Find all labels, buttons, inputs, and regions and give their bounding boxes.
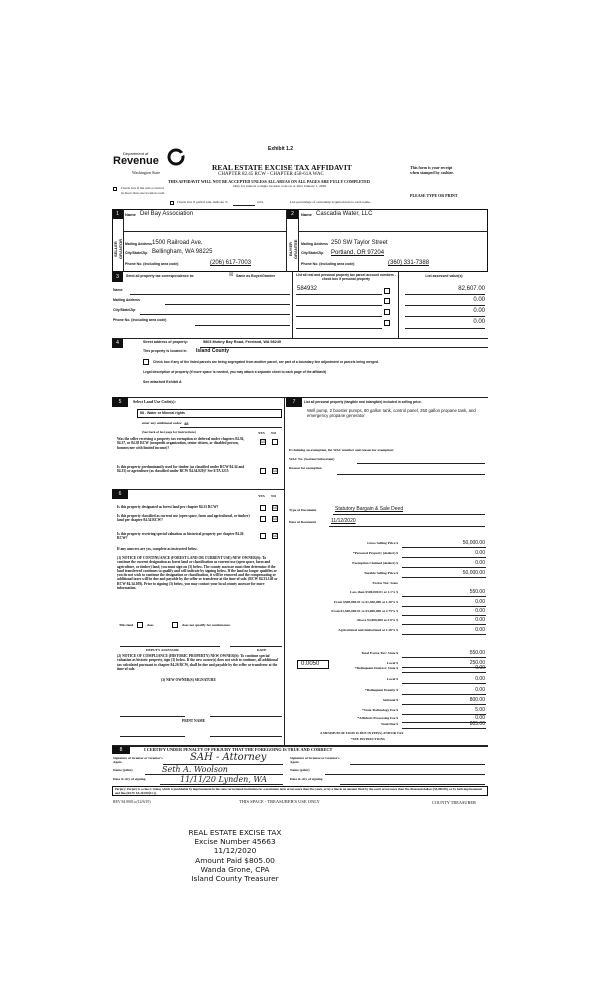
assessor-date-line[interactable] — [230, 646, 282, 647]
tax-row-value[interactable]: 0.00 — [475, 687, 485, 693]
segregated-label: Check box if any of the listed parcels are being segregated from another parcel, are part of a boundary line adjustment or parcels being merged. — [153, 360, 379, 364]
historic-no-checkbox[interactable]: ☑ — [273, 534, 278, 539]
additional-codes-label: enter any additional codes: — [142, 421, 183, 425]
mail-phone-field[interactable] — [195, 325, 290, 326]
affidavit-warning: THIS AFFIDAVIT WILL NOT BE ACCEPTED UNLESS ALL AREAS ON ALL PAGES ARE FULLY COMPLETED — [168, 179, 370, 184]
grantee-date-label: Date & city of signing — [290, 777, 323, 781]
exemption-yes-checkbox[interactable]: ☑ — [261, 440, 266, 445]
form-title: REAL ESTATE EXCISE TAX AFFIDAVIT — [212, 163, 352, 172]
current-use-question: Is this property classified as current use (open space, farm and agricultural, or timber) land per chapter 84.34 RCW? — [117, 514, 250, 523]
seller-phone-label: Phone No. (including area code) — [125, 262, 179, 266]
seller-address-label: Mailing Address — [125, 242, 152, 246]
tax-row-value[interactable]: 250.00 — [469, 660, 485, 666]
grantor-signature-label: Signature of Grantor or Grantor's Agent — [113, 756, 163, 764]
tax-row-value[interactable]: 0.00 — [475, 627, 485, 633]
divider — [405, 294, 485, 295]
stamp-treasurer-title: Island County Treasurer — [191, 874, 279, 884]
doc-date-field[interactable]: 11/12/2020 — [331, 518, 356, 524]
divider — [112, 489, 284, 490]
exemption-question: Was the seller receiving a property tax exemption or deferral under chapters 84.36, 84.37, or 84.38 RCW (nonprofit organization, senior citizen, or disabled person, homeowner with limited income)? — [117, 437, 245, 450]
divider — [402, 557, 486, 558]
multi-location-checkbox[interactable] — [113, 187, 117, 191]
receipt-note-2: when stamped by cashier. — [410, 170, 454, 175]
form-revision: REV 84 0001a (12/6/19) — [113, 800, 151, 804]
print-name-label: PRINT NAME — [182, 719, 205, 723]
assessed-value[interactable]: 0.00 — [473, 297, 485, 303]
land-use-code: 88 - Water or Mineral rights — [140, 411, 185, 415]
tax-row-label: *Affidavit Processing Fee $ — [357, 716, 398, 720]
mail-city-label: City/State/Zip — [113, 308, 136, 312]
section-7-number: 7 — [286, 397, 302, 407]
stamp-treasurer-name: Wanda Grone, CPA — [200, 864, 270, 874]
tax-row-label: Taxable Selling Price $ — [364, 571, 398, 575]
multi-location-label-2: in more than one location code — [121, 191, 165, 195]
section-4-number: 4 — [112, 339, 123, 348]
divider — [402, 683, 486, 684]
perjury-note: Perjury: Perjury is a class C felony which is punishable by imprisonment in the state correctional institution for a maximum term of not more than five years, or by a fine in an amount fixed by the court of not more than five thousand dollars ($5,000.00), or by both imprisonment and fine (RCW 9A.20.020(1C)). — [115, 787, 483, 795]
tax-row-label: *Personal Property (deduct) $ — [353, 551, 398, 555]
divider — [402, 672, 486, 673]
divider — [298, 231, 488, 232]
if-any-note: If any answers are yes, complete as instructed below. — [117, 547, 198, 551]
partial-pct-field[interactable] — [233, 205, 255, 206]
divider — [402, 567, 486, 568]
divider — [180, 427, 282, 428]
assessed-value[interactable]: 0.00 — [473, 319, 485, 325]
exemption-claim-label: If claiming an exemption, list WAC number and reason for exemption: — [289, 448, 395, 452]
tax-row-label: From $1,500,000.01 to $3,000,000 at 2.75% $ — [331, 609, 398, 613]
yes-header: YES — [258, 494, 265, 498]
mail-name-field[interactable] — [130, 294, 290, 295]
personal-property-checkbox[interactable] — [384, 298, 390, 304]
divider — [402, 694, 486, 695]
does-label: does — [147, 623, 154, 627]
deputy-assessor-label: DEPUTY ASSESSOR — [146, 648, 179, 652]
same-as-buyer-checkbox[interactable]: ☒ — [229, 273, 234, 278]
tax-row-label: Agricultural and timberland at 1.28% $ — [338, 628, 398, 632]
seller-phone-field[interactable]: (206) 617-7003 — [210, 260, 252, 266]
divider — [405, 328, 485, 329]
divider — [402, 728, 486, 729]
divider — [402, 577, 486, 578]
current-use-yes-checkbox[interactable] — [260, 516, 266, 522]
logo-state: Washington State — [132, 170, 161, 175]
see-instructions: *SEE INSTRUCTIONS — [351, 737, 385, 741]
segregated-checkbox[interactable] — [143, 359, 149, 365]
doc-type-label: Type of Document — [289, 508, 317, 512]
tax-row-label: Total Excise Tax: State $ — [361, 651, 398, 655]
tax-row-label: Exemption Claimed (deduct) $ — [352, 561, 398, 565]
no-header: NO — [271, 431, 277, 435]
timber-no-checkbox[interactable]: ☑ — [273, 469, 278, 474]
divider — [123, 231, 286, 232]
tax-row-value[interactable]: 550.00 — [469, 650, 485, 656]
tax-row-value[interactable]: 0.00 — [475, 665, 485, 671]
divider — [329, 526, 485, 527]
see-back-note: (See back of last page for instructions) — [142, 430, 196, 434]
county-field[interactable]: Island County — [196, 348, 230, 354]
doc-type-field[interactable]: Statutory Bargain & Sale Deed — [335, 506, 404, 512]
grantor-signature[interactable]: SAH - Attorney — [190, 752, 267, 763]
tax-row-value[interactable]: 0.00 — [475, 715, 485, 721]
located-in-label: This property is located in — [143, 349, 187, 353]
forest-land-question: Is this property designated as forest land per chapter 84.33 RCW? — [117, 505, 219, 509]
divider — [296, 294, 382, 295]
buyer-side-label: BUYER GRANTEE — [288, 239, 298, 259]
tax-row-value[interactable]: 50,000.00 — [462, 540, 485, 546]
logo-dept: Department of — [123, 151, 149, 156]
grantor-name-label: Name (print) — [113, 768, 133, 772]
section-5-number: 5 — [112, 397, 128, 407]
partial-sale-checkbox[interactable] — [170, 201, 174, 205]
send-correspondence-label: Send all property tax correspondence to: — [126, 274, 195, 278]
grantee-name-line[interactable] — [325, 774, 485, 775]
mail-phone-label: Phone No. (including area code) — [113, 318, 167, 322]
grantee-date-line[interactable] — [340, 784, 485, 785]
receipt-note-1: This form is your receipt — [410, 165, 453, 170]
reason-label: Reason for exemption — [289, 466, 322, 470]
street-address-label: Street address of property: — [143, 340, 188, 344]
assessor-date-label: DATE — [257, 648, 267, 652]
divider — [398, 272, 399, 338]
wac-field[interactable] — [357, 463, 485, 464]
doc-date-label: Date of Document — [289, 520, 317, 524]
mail-address-field[interactable] — [165, 304, 290, 305]
tax-row-label: Subtotal $ — [382, 698, 398, 702]
divider — [333, 514, 485, 515]
seller-side-label: SELLER GRANTOR — [113, 238, 123, 260]
only-for-note: Only for sales in a single location code on or after January 1, 2020 — [233, 184, 327, 188]
tax-row-value[interactable]: 0.00 — [475, 560, 485, 566]
seller-address-field[interactable]: 1500 Railroad Ave. — [152, 240, 203, 246]
section-1-number: 1 — [112, 209, 123, 219]
divider — [112, 338, 488, 339]
form-chapter: CHAPTER 82.45 RCW - CHAPTER 458-61A WAC — [218, 172, 324, 177]
divider — [402, 547, 486, 548]
buyer-address-label: Mailing Address — [301, 242, 328, 246]
divider — [160, 784, 283, 785]
local-rate-value: 0.0050 — [301, 661, 320, 667]
legal-description-field[interactable]: See attached Exhibit A — [143, 380, 182, 384]
land-use-select[interactable] — [137, 409, 282, 418]
deputy-assessor-line[interactable] — [120, 646, 220, 647]
new-owner-signature-label: (3) NEW OWNER(S) SIGNATURE — [161, 678, 216, 682]
value-header: List assessed value(s) — [425, 274, 463, 278]
seller-city-label: City/State/Zip — [125, 251, 148, 255]
land-does-not-checkbox[interactable] — [172, 622, 178, 628]
grantor-date-label: Date & city of signing — [113, 777, 146, 781]
land-use-label: Select Land Use Code(s): — [133, 399, 176, 404]
stamp-excise-number: Excise Number 45663 — [194, 837, 276, 847]
stamp-amount-paid: Amount Paid $805.00 — [195, 855, 275, 865]
divider — [405, 305, 485, 306]
additional-codes-field[interactable]: 48 — [184, 421, 189, 426]
continuance-notice: (1) NOTICE OF CONTINUANCE (FOREST LAND OR CURRENT USE) NEW OWNER(S): To continue the current designation as forest land or classification as current use (open space, farm and agriculture, or timber) land, you must sign on (3) below. The county assessor must then determine if the land transferred continues to qualify and will indicate by signing below. If the land no longer qualifies or you do not wish to continue the designation or classification, it will be removed and the compensating or additional taxes will be due and payable by the seller or transferor at the time of sale. (RCW 84.33.140 or RCW 84.34.108). Prior to signing (3) below, you may contact your local county assessor for more information. — [117, 556, 278, 591]
print-name-line[interactable] — [120, 736, 185, 737]
no-header: NO — [271, 494, 277, 498]
buyer-address-field[interactable]: 250 SW Taylor Street — [331, 240, 388, 246]
seller-city-field[interactable]: Bellingham, WA 98225 — [152, 249, 213, 255]
divider — [402, 596, 486, 597]
tax-row-value[interactable]: 550.00 — [469, 589, 485, 595]
personal-property-checkbox[interactable] — [384, 309, 390, 315]
does-not-label: does not qualify for continuance. — [182, 623, 231, 627]
divider — [402, 606, 486, 607]
compliance-notice: (2) NOTICE OF COMPLIANCE (HISTORIC PROPERTY) NEW OWNER(S): To continue special valuation as historic property, sign (3) below. If the new owner(s) does not wish to continue, all additional tax calculated pursuant to chapter 84.26 RCW, shall be due and payable by the seller or transferor at the time of sale. — [117, 654, 278, 671]
section-6-number: 6 — [112, 489, 128, 499]
print-name-line[interactable] — [210, 736, 282, 737]
personal-property-label: List all personal property (tangible and intangible) included in selling price. — [304, 400, 422, 404]
legal-description-label: Legal description of property (if more space is needed, you may attach a separate sheet to each page of the affidavit) — [143, 370, 327, 374]
section-8-number: 8 — [112, 746, 130, 754]
multi-location-label: Check box if the sale occurred — [121, 186, 164, 190]
historic-question: Is this property receiving special valuation as historical property per chapter 84.26 RCW? — [117, 532, 244, 541]
divider — [402, 704, 486, 705]
new-owner-signature-line[interactable] — [120, 716, 185, 717]
divider — [200, 347, 488, 348]
tax-row-value[interactable]: 0.00 — [475, 550, 485, 556]
grantee-signature-label: Signature of Grantee or Grantee's Agent — [290, 756, 340, 764]
grantor-name-field[interactable]: Seth A. Woolson — [162, 765, 228, 774]
tax-row-value[interactable]: 0.00 — [475, 608, 485, 614]
yes-header: YES — [258, 431, 265, 435]
parcel-number[interactable] — [296, 328, 382, 329]
street-address-field[interactable]: 5803 Mutiny Bay Road, Freeland, WA 98249 — [203, 340, 281, 344]
tax-row-label: *Delinquent Penalty $ — [364, 688, 398, 692]
divider — [284, 397, 285, 747]
mail-name-label: Name — [113, 288, 123, 292]
logo-revenue: Revenue — [113, 155, 159, 167]
tax-row-label: Total Due $ — [380, 722, 398, 726]
grantee-name-label: Name (print) — [290, 768, 310, 772]
tax-row-value[interactable]: 5.00 — [475, 707, 485, 713]
seller-name-field[interactable]: Del Bay Association — [140, 211, 194, 217]
wac-label: WAC No. (Section/Subsection) — [289, 457, 335, 461]
tax-row-label: Above $3,000,000 at 3.0% $ — [356, 618, 398, 622]
assessed-value[interactable]: 0.00 — [473, 308, 485, 314]
new-owner-signature-line[interactable] — [210, 716, 282, 717]
treasurer-stamp — [160, 828, 310, 883]
divider — [402, 624, 486, 625]
reason-field[interactable] — [337, 474, 485, 475]
this-land-label: This land — [119, 623, 134, 627]
buyer-city-field[interactable]: Portland, OR 97204 — [331, 250, 385, 256]
timber-yes-checkbox[interactable] — [260, 468, 266, 474]
divider — [402, 657, 486, 658]
historic-yes-checkbox[interactable] — [260, 533, 266, 539]
mail-address-label: Mailing Address — [113, 298, 140, 302]
minimum-note: A MINIMUM OF $10.00 IS DUE IN FEE(S) AND/OR TAX — [320, 731, 404, 735]
please-type: PLEASE TYPE OR PRINT — [410, 193, 458, 198]
divider — [298, 209, 299, 272]
parcel-number[interactable]: 584932 — [297, 286, 318, 292]
tax-row-value[interactable]: 0.00 — [475, 676, 485, 682]
tax-row-label: Local $ — [387, 661, 398, 665]
sold-label: sold. — [257, 200, 264, 204]
personal-property-checkbox[interactable] — [384, 288, 390, 294]
grantee-signature-line[interactable] — [350, 764, 485, 765]
divider — [405, 316, 485, 317]
tax-row-value[interactable]: 800.00 — [469, 697, 485, 703]
divider — [402, 634, 486, 635]
parcel-number[interactable] — [296, 316, 382, 317]
current-use-no-checkbox[interactable]: ☑ — [273, 517, 278, 522]
logo-swirl-icon — [166, 148, 186, 166]
mail-city-field[interactable] — [140, 314, 290, 315]
exhibit-label: Exhibit 1.2 — [268, 146, 294, 152]
personal-property-field[interactable]: Well pump, 2 booster pumps, 80 gallon tank, control panel, 250 gallon propane tank, and emergency propane generator — [307, 408, 476, 418]
grantor-date-field[interactable]: 11/11/20 Lynden, WA — [180, 775, 268, 784]
same-as-buyer-label: Same as Buyer/Grantee — [236, 274, 276, 278]
seller-name-label: Name — [125, 212, 136, 217]
tax-row-value[interactable]: 0.00 — [475, 617, 485, 623]
section-3-number: 3 — [112, 272, 123, 282]
stamp-date: 11/12/2020 — [213, 846, 257, 856]
buyer-city-label: City/State/Zip — [301, 251, 324, 255]
tax-row-label: Excise Tax: State — [372, 581, 398, 585]
buyer-name-field[interactable]: Cascadia Water, LLC — [316, 211, 373, 217]
section-2-number: 2 — [287, 209, 298, 219]
exemption-no-checkbox[interactable] — [272, 439, 278, 445]
tax-row-value[interactable]: 0.00 — [475, 599, 485, 605]
stamp-title: REAL ESTATE EXCISE TAX — [188, 828, 282, 837]
parcel-number[interactable] — [296, 305, 382, 306]
tax-row-label: Local $ — [387, 677, 398, 681]
divider — [292, 272, 293, 338]
forest-no-checkbox[interactable]: ☑ — [273, 506, 278, 511]
divider — [123, 209, 124, 272]
parcel-header: List all real and personal property tax parcel account numbers - check box if personal property — [296, 273, 396, 281]
list-pct-label: List percentage of ownership acquired next to each name. — [290, 200, 371, 204]
buyer-name-label: Name — [301, 212, 312, 217]
buyer-phone-label: Phone No. (including area code) — [301, 262, 355, 266]
tax-row-label: Less than $500,000.01 at 1.1% $ — [350, 590, 398, 594]
tax-row-label: *Delinquent Interest: State $ — [354, 666, 398, 670]
county-treasurer-label: COUNTY TREASURER — [432, 800, 476, 805]
local-rate-box[interactable] — [297, 660, 329, 669]
certify-statement: I CERTIFY UNDER PENALTY OF PERJURY THAT THE FOREGOING IS TRUE AND CORRECT — [144, 747, 333, 752]
partial-sale-label: Check box if partial sale, indicate % — [177, 200, 228, 204]
tax-row-label: From $500,000.01 to $1,500,000 at 1.28% $ — [334, 600, 398, 604]
tax-row-value[interactable]: 805.00 — [469, 721, 485, 727]
timber-question: Is this property predominantly used for timber (as classified under RCW 84.34 and 84.33) or agriculture (as classified under RCW 84.34.020)? See ETA 3215 — [117, 465, 245, 474]
tax-row-value[interactable]: 50,000.00 — [462, 570, 485, 576]
forest-yes-checkbox[interactable] — [260, 505, 266, 511]
treasurer-use-label: THIS SPACE - TREASURER'S USE ONLY — [239, 799, 320, 804]
divider — [402, 615, 486, 616]
assessed-value[interactable]: 82,607.00 — [458, 286, 485, 292]
land-does-checkbox[interactable] — [137, 622, 143, 628]
buyer-phone-field[interactable]: (360) 331-7388 — [388, 260, 430, 266]
tax-row-label: *State Technology Fee $ — [362, 708, 398, 712]
tax-row-label: Gross Selling Price $ — [367, 541, 398, 545]
personal-property-checkbox[interactable] — [384, 320, 390, 326]
